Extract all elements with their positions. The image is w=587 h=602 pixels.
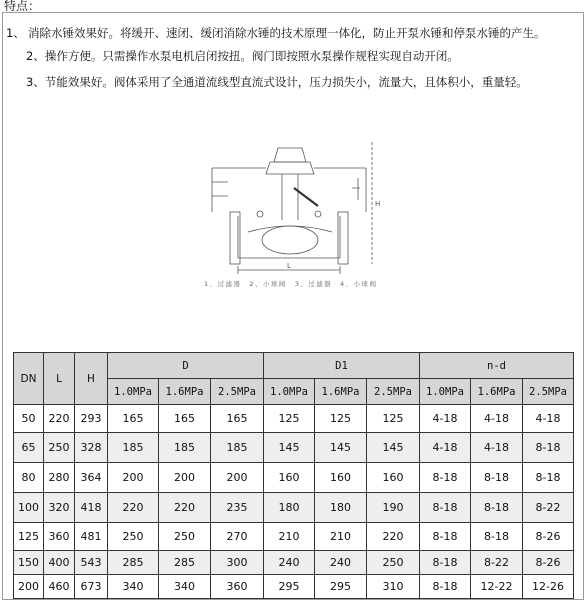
table-cell: 8-18	[523, 433, 574, 463]
table-cell: 8-18	[523, 463, 574, 493]
table-cell: 240	[264, 551, 315, 575]
feature-1-number: 1、	[6, 26, 25, 40]
table-cell: 180	[315, 493, 367, 523]
header-pressure: 1.0MPa	[420, 379, 471, 405]
table-cell: 220	[44, 405, 75, 433]
table-cell: 8-18	[420, 551, 471, 575]
table-row	[14, 523, 574, 551]
table-cell: 460	[44, 575, 75, 599]
table-cell: 200	[14, 575, 44, 599]
table-cell: 4-18	[523, 405, 574, 433]
table-cell: 8-26	[523, 523, 574, 551]
table-cell: 8-18	[420, 463, 471, 493]
table-cell: 250	[44, 433, 75, 463]
table-cell: 295	[264, 575, 315, 599]
table-cell: 8-22	[523, 493, 574, 523]
table-cell: 145	[315, 433, 367, 463]
table-cell: 543	[75, 551, 108, 575]
table-cell: 220	[108, 493, 159, 523]
table-cell: 160	[264, 463, 315, 493]
table-cell: 285	[108, 551, 159, 575]
table-cell: 250	[108, 523, 159, 551]
table-cell: 360	[211, 575, 264, 599]
header-pressure: 1.6MPa	[159, 379, 211, 405]
header-nd: n-d	[420, 353, 574, 379]
table-cell: 8-18	[471, 463, 523, 493]
dimension-L-label: L	[287, 262, 291, 270]
table-cell: 185	[159, 433, 211, 463]
header-pressure: 1.6MPa	[471, 379, 523, 405]
table-cell: 481	[75, 523, 108, 551]
table-cell: 673	[75, 575, 108, 599]
header-dn: DN	[14, 353, 44, 405]
table-cell: 210	[264, 523, 315, 551]
table-cell: 8-18	[471, 523, 523, 551]
table-row	[14, 463, 574, 493]
feature-3: 3、节能效果好。阀体采用了全通道流线型直流式设计，压力损失小，流量大，且体积小，重量轻。	[26, 75, 528, 89]
section-heading: 特点：	[4, 0, 41, 13]
feature-2: 2、操作方便。只需操作水泵电机启闭按扭。阀门即按照水泵操作规程实现自动开闭。	[26, 49, 459, 63]
spec-table	[13, 352, 574, 599]
table-row	[14, 433, 574, 463]
table-cell: 150	[14, 551, 44, 575]
table-cell: 8-26	[523, 551, 574, 575]
table-cell: 200	[108, 463, 159, 493]
table-cell: 340	[159, 575, 211, 599]
table-cell: 418	[75, 493, 108, 523]
table-cell: 400	[44, 551, 75, 575]
table-cell: 190	[367, 493, 420, 523]
table-cell: 65	[14, 433, 44, 463]
table-cell: 364	[75, 463, 108, 493]
table-cell: 250	[367, 551, 420, 575]
table-cell: 8-18	[471, 493, 523, 523]
table-cell: 300	[211, 551, 264, 575]
table-cell: 125	[264, 405, 315, 433]
table-cell: 165	[108, 405, 159, 433]
table-cell: 180	[264, 493, 315, 523]
table-cell: 145	[367, 433, 420, 463]
header-pressure: 1.0MPa	[264, 379, 315, 405]
header-pressure: 1.6MPa	[315, 379, 367, 405]
valve-diagram	[198, 128, 382, 294]
table-cell: 185	[108, 433, 159, 463]
table-cell: 270	[211, 523, 264, 551]
table-cell: 235	[211, 493, 264, 523]
table-cell: 250	[159, 523, 211, 551]
feature-1	[6, 26, 546, 40]
table-cell: 280	[44, 463, 75, 493]
dimension-H-label: H	[375, 200, 381, 208]
header-pressure: 1.0MPa	[108, 379, 159, 405]
table-cell: 4-18	[420, 405, 471, 433]
feature-1-text: 消除水锤效果好。将缓开、速闭、缓闭消除水锤的技术原理一体化，防止开泵水锤和停泵水锤的产生。	[28, 26, 546, 40]
table-cell: 8-18	[420, 523, 471, 551]
table-cell: 145	[264, 433, 315, 463]
spec-table-body	[14, 405, 574, 599]
table-cell: 328	[75, 433, 108, 463]
table-cell: 50	[14, 405, 44, 433]
table-cell: 200	[211, 463, 264, 493]
table-row	[14, 551, 574, 575]
table-row	[14, 493, 574, 523]
table-cell: 295	[315, 575, 367, 599]
table-cell: 125	[14, 523, 44, 551]
table-cell: 8-22	[471, 551, 523, 575]
table-cell: 160	[315, 463, 367, 493]
table-cell: 240	[315, 551, 367, 575]
table-cell: 165	[159, 405, 211, 433]
table-cell: 8-18	[420, 493, 471, 523]
table-cell: 160	[367, 463, 420, 493]
table-cell: 165	[211, 405, 264, 433]
table-row	[14, 575, 574, 599]
table-cell: 320	[44, 493, 75, 523]
header-d: D	[108, 353, 264, 379]
table-cell: 12-26	[523, 575, 574, 599]
table-cell: 100	[14, 493, 44, 523]
table-cell: 200	[159, 463, 211, 493]
table-cell: 360	[44, 523, 75, 551]
table-cell: 4-18	[471, 405, 523, 433]
header-pressure: 2.5MPa	[523, 379, 574, 405]
table-cell: 220	[367, 523, 420, 551]
header-pressure: 2.5MPa	[211, 379, 264, 405]
header-pressure: 2.5MPa	[367, 379, 420, 405]
table-cell: 4-18	[471, 433, 523, 463]
table-cell: 80	[14, 463, 44, 493]
table-cell: 293	[75, 405, 108, 433]
table-cell: 340	[108, 575, 159, 599]
table-cell: 125	[315, 405, 367, 433]
table-row	[14, 405, 574, 433]
table-cell: 12-22	[471, 575, 523, 599]
table-cell: 220	[159, 493, 211, 523]
header-d1: D1	[264, 353, 420, 379]
table-cell: 185	[211, 433, 264, 463]
diagram-caption: 1、过滤器 2、小球阀 3、过滤器 4、小球阀	[204, 280, 376, 288]
table-cell: 125	[367, 405, 420, 433]
header-l: L	[44, 353, 75, 405]
table-cell: 4-18	[420, 433, 471, 463]
table-cell: 8-18	[420, 575, 471, 599]
table-cell: 310	[367, 575, 420, 599]
header-h: H	[75, 353, 108, 405]
table-cell: 210	[315, 523, 367, 551]
table-cell: 285	[159, 551, 211, 575]
